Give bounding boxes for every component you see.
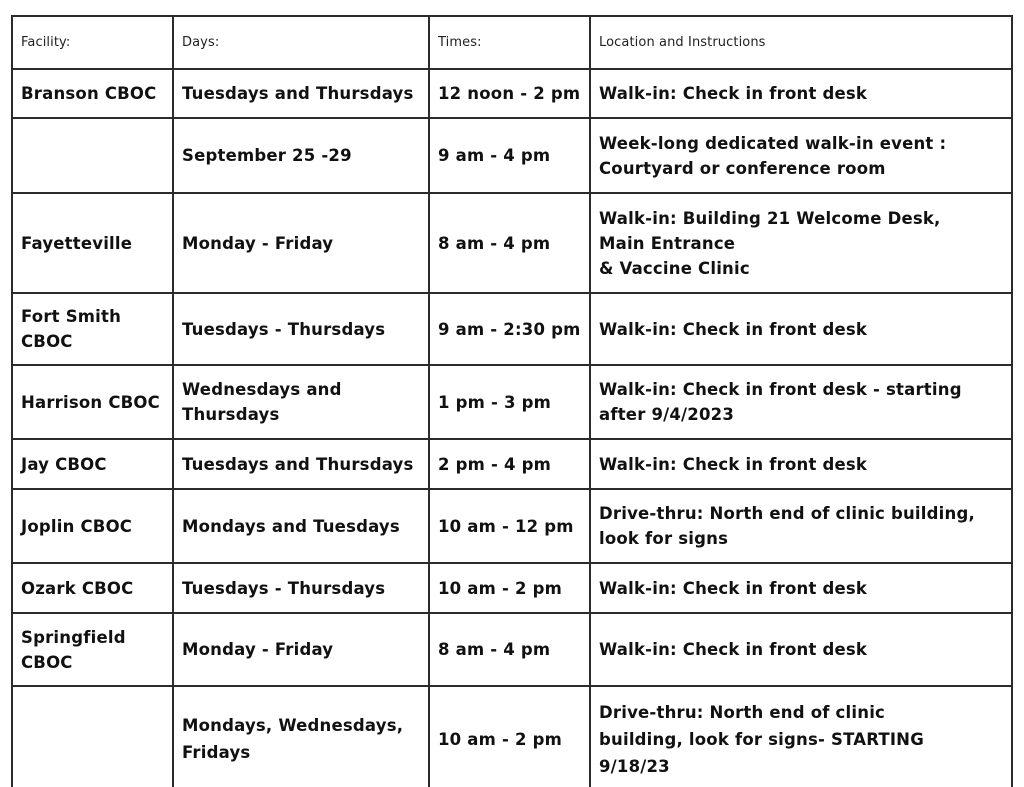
header-location: Location and Instructions [590,16,1012,69]
facility-cell: Springfield CBOC [12,613,173,686]
times-cell: 9 am - 4 pm [429,118,590,193]
times-cell: 10 am - 2 pm [429,686,590,787]
times-cell: 8 am - 4 pm [429,193,590,293]
days-cell: Monday - Friday [173,193,429,293]
table-row [12,293,1012,365]
days-cell: Mondays and Tuesdays [173,489,429,563]
facility-cell: Joplin CBOC [12,489,173,563]
days-cell: Tuesdays - Thursdays [173,293,429,365]
days-cell: September 25 -29 [173,118,429,193]
table-row [12,563,1012,613]
facility-cell: Ozark CBOC [12,563,173,613]
times-cell: 12 noon - 2 pm [429,69,590,118]
location-cell: Walk-in: Check in front desk - starting after 9/4/2023 [590,365,1012,439]
facility-cell: Branson CBOC [12,69,173,118]
facility-cell [12,118,173,193]
location-cell: Week-long dedicated walk-in event : Courtyard or conference room [590,118,1012,193]
table-row [12,439,1012,489]
times-cell: 9 am - 2:30 pm [429,293,590,365]
days-cell: Tuesdays - Thursdays [173,563,429,613]
facility-cell: Fort Smith CBOC [12,293,173,365]
times-cell: 2 pm - 4 pm [429,439,590,489]
table-row [12,193,1012,293]
location-cell: Drive-thru: North end of clinic building, look for signs [590,489,1012,563]
days-cell: Monday - Friday [173,613,429,686]
facility-cell: Fayetteville [12,193,173,293]
days-cell: Tuesdays and Thursdays [173,439,429,489]
days-cell: Tuesdays and Thursdays [173,69,429,118]
times-cell: 1 pm - 3 pm [429,365,590,439]
clinic-schedule-table [11,15,1013,787]
header-facility: Facility: [12,16,173,69]
times-cell: 10 am - 12 pm [429,489,590,563]
location-cell: Walk-in: Check in front desk [590,439,1012,489]
location-cell: Walk-in: Check in front desk [590,293,1012,365]
location-cell: Walk-in: Check in front desk [590,69,1012,118]
times-cell: 8 am - 4 pm [429,613,590,686]
table-row [12,69,1012,118]
header-row [12,16,1012,69]
header-times: Times: [429,16,590,69]
table-row [12,613,1012,686]
days-cell: Wednesdays and Thursdays [173,365,429,439]
table-row [12,686,1012,787]
table-row [12,118,1012,193]
location-cell: Drive-thru: North end of clinic building, look for signs- STARTING 9/18/23 [590,686,1012,787]
times-cell: 10 am - 2 pm [429,563,590,613]
facility-cell: Jay CBOC [12,439,173,489]
facility-cell: Harrison CBOC [12,365,173,439]
header-days: Days: [173,16,429,69]
days-cell: Mondays, Wednesdays, Fridays [173,686,429,787]
table-row [12,365,1012,439]
location-cell: Walk-in: Building 21 Welcome Desk, Main Entrance & Vaccine Clinic [590,193,1012,293]
table-row [12,489,1012,563]
facility-cell [12,686,173,787]
location-cell: Walk-in: Check in front desk [590,613,1012,686]
location-cell: Walk-in: Check in front desk [590,563,1012,613]
